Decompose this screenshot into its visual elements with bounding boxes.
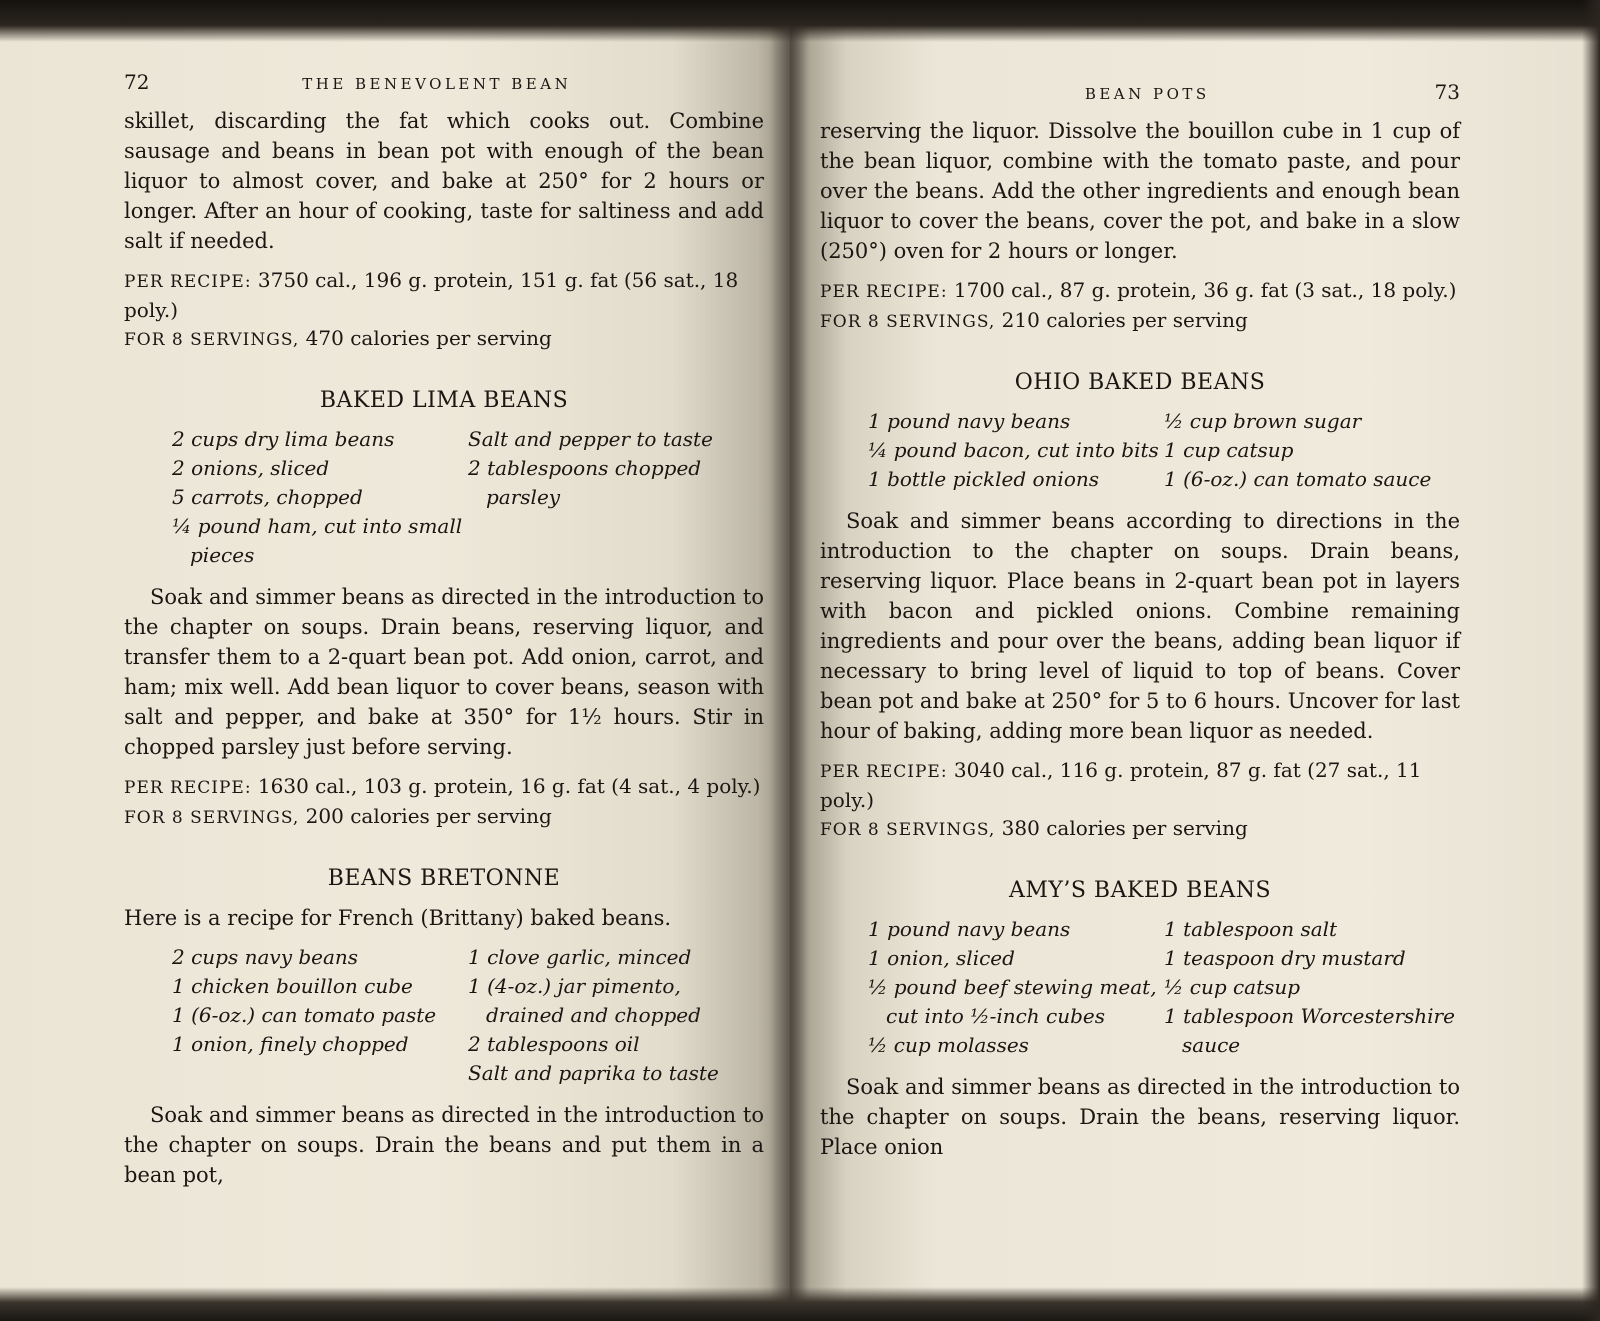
scan-bottom-edge bbox=[0, 1287, 1600, 1321]
recipe-method: Soak and simmer beans according to directions in the introduction to the chapter on soups. Drain beans, reserving liquor. Place beans in 2-quart bean pot in layers with bacon and pickled onions. Combine remaining ingredients and pour over the beans, adding bean liquor if necessary to bring level of liquid to top of beans. Cover bean pot and bake at 250° for 5 to 6 hours. Uncover for last hour of baking, adding more bean liquor as needed. bbox=[820, 509, 1460, 743]
ingredient-item: ½ pound beef stewing meat, cut into ½-inch cubes bbox=[868, 975, 1157, 1028]
ingredient-list bbox=[868, 915, 1460, 1060]
per-recipe-label: PER RECIPE: bbox=[124, 272, 252, 292]
ingredient-item: 2 onions, sliced bbox=[172, 456, 330, 480]
recipe-intro: Here is a recipe for French (Brittany) baked beans. bbox=[124, 906, 672, 930]
recipe-title: OHIO BAKED BEANS bbox=[1014, 370, 1266, 395]
ingredient-item: ½ cup catsup bbox=[1164, 975, 1301, 999]
servings-label: FOR 8 SERVINGS, bbox=[124, 808, 300, 828]
servings-label: FOR 8 SERVINGS, bbox=[820, 820, 996, 840]
ingredient-column-left bbox=[172, 425, 468, 570]
recipe-title: BAKED LIMA BEANS bbox=[319, 388, 569, 413]
ingredient-column-right bbox=[1164, 915, 1460, 1060]
ingredient-item: 1 chicken bouillon cube bbox=[172, 974, 413, 998]
servings-value: 210 calories per serving bbox=[1001, 308, 1248, 332]
per-recipe-value: 1630 cal., 103 g. protein, 16 g. fat (4 sat., 4 poly.) bbox=[257, 774, 761, 798]
ingredient-item: Salt and pepper to taste bbox=[468, 427, 713, 451]
ingredient-item: Salt and paprika to taste bbox=[468, 1061, 719, 1085]
ingredient-item: 5 carrots, chopped bbox=[172, 485, 363, 509]
left-page-content bbox=[124, 70, 764, 1200]
ingredient-item: 1 cup catsup bbox=[1164, 438, 1294, 462]
recipe-method: Soak and simmer beans as directed in the introduction to the chapter on soups. Drain the beans and put them in a bean pot, bbox=[124, 1103, 764, 1187]
ingredient-item: ½ cup brown sugar bbox=[1164, 409, 1362, 433]
ingredient-item: 1 pound navy beans bbox=[868, 409, 1071, 433]
book-gutter-shadow bbox=[770, 0, 810, 1321]
servings-value: 380 calories per serving bbox=[1001, 816, 1248, 840]
ingredient-item: 1 (4-oz.) jar pimento, drained and chopped bbox=[468, 974, 701, 1027]
ingredient-item: 1 pound navy beans bbox=[868, 917, 1071, 941]
recipe-title: AMY’S BAKED BEANS bbox=[1008, 878, 1272, 903]
body-paragraph: reserving the liquor. Dissolve the bouillon cube in 1 cup of the bean liquor, combine with the tomato paste, and pour over the beans. Add the other ingredients and enough bean liquor to cover the beans, cover the pot, and bake in a slow (250°) oven for 2 hours or longer. bbox=[820, 119, 1460, 263]
nutrition-block bbox=[820, 756, 1460, 844]
ingredient-item: 1 (6-oz.) can tomato sauce bbox=[1164, 467, 1432, 491]
ingredient-item: 1 clove garlic, minced bbox=[468, 945, 692, 969]
ingredient-list bbox=[868, 407, 1460, 494]
ingredient-item: 2 cups dry lima beans bbox=[172, 427, 395, 451]
ingredient-column-right bbox=[468, 943, 764, 1088]
ingredient-column-right bbox=[468, 425, 764, 570]
ingredient-list bbox=[172, 943, 764, 1088]
page-number: 73 bbox=[1434, 80, 1460, 104]
recipe-method: Soak and simmer beans as directed in the introduction to the chapter on soups. Drain the beans, reserving liquor. Place onion bbox=[820, 1075, 1460, 1159]
ingredient-item: ½ cup molasses bbox=[868, 1033, 1029, 1057]
per-recipe-label: PER RECIPE: bbox=[124, 778, 252, 798]
nutrition-block bbox=[124, 772, 764, 832]
recipe-title: BEANS BRETONNE bbox=[327, 866, 561, 891]
running-head: THE BENEVOLENT BEAN bbox=[302, 75, 572, 93]
ingredient-item: ¼ pound ham, cut into small pieces bbox=[172, 514, 463, 567]
nutrition-block bbox=[124, 266, 764, 354]
ingredient-item: 2 tablespoons oil bbox=[468, 1032, 640, 1056]
right-page-header bbox=[820, 80, 1460, 116]
servings-label: FOR 8 SERVINGS, bbox=[820, 312, 996, 332]
servings-label: FOR 8 SERVINGS, bbox=[124, 330, 300, 350]
ingredient-column-left bbox=[868, 915, 1164, 1060]
left-page bbox=[0, 0, 790, 1321]
ingredient-item: 2 tablespoons chopped parsley bbox=[468, 456, 702, 509]
per-recipe-value: 1700 cal., 87 g. protein, 36 g. fat (3 sat., 18 poly.) bbox=[953, 278, 1457, 302]
ingredient-item: 2 cups navy beans bbox=[172, 945, 359, 969]
ingredient-item: 1 onion, sliced bbox=[868, 946, 1015, 970]
per-recipe-label: PER RECIPE: bbox=[820, 282, 948, 302]
per-recipe-value: 3750 cal., 196 g. protein, 151 g. fat (56 sat., 18 poly.) bbox=[124, 268, 739, 322]
ingredient-item: 1 onion, finely chopped bbox=[172, 1032, 409, 1056]
ingredient-item: 1 tablespoon Worcestershire sauce bbox=[1164, 1004, 1455, 1057]
scan-right-edge bbox=[1582, 0, 1600, 1321]
page-number: 72 bbox=[124, 70, 150, 94]
ingredient-item: 1 teaspoon dry mustard bbox=[1164, 946, 1406, 970]
body-paragraph: skillet, discarding the fat which cooks out. Combine sausage and beans in bean pot with enough of the bean liquor to almost cover, and bake at 250° for 2 hours or longer. After an hour of cooking, taste for saltiness and add salt if needed. bbox=[124, 109, 764, 253]
ingredient-item: ¼ pound bacon, cut into bits bbox=[868, 438, 1159, 462]
recipe-method: Soak and simmer beans as directed in the introduction to the chapter on soups. Drain beans, reserving liquor, and transfer them to a 2-quart bean pot. Add onion, carrot, and ham; mix well. Add bean liquor to cover beans, season with salt and pepper, and bake at 350° for 1½ hours. Stir in chopped parsley just before serving. bbox=[124, 585, 764, 759]
ingredient-item: 1 (6-oz.) can tomato paste bbox=[172, 1003, 437, 1027]
ingredient-item: 1 bottle pickled onions bbox=[868, 467, 1100, 491]
per-recipe-value: 3040 cal., 116 g. protein, 87 g. fat (27 sat., 11 poly.) bbox=[820, 758, 1422, 812]
ingredient-list bbox=[172, 425, 764, 570]
ingredient-column-left bbox=[172, 943, 468, 1088]
nutrition-block bbox=[820, 276, 1460, 336]
right-page-content bbox=[820, 80, 1460, 1172]
servings-value: 200 calories per serving bbox=[305, 804, 552, 828]
right-page bbox=[790, 0, 1600, 1321]
ingredient-item: 1 tablespoon salt bbox=[1164, 917, 1338, 941]
ingredient-column-left bbox=[868, 407, 1164, 494]
running-head: BEAN POTS bbox=[1084, 85, 1210, 103]
left-page-header bbox=[124, 70, 764, 106]
servings-value: 470 calories per serving bbox=[305, 326, 552, 350]
per-recipe-label: PER RECIPE: bbox=[820, 762, 948, 782]
ingredient-column-right bbox=[1164, 407, 1460, 494]
scan-top-edge bbox=[0, 0, 1600, 42]
